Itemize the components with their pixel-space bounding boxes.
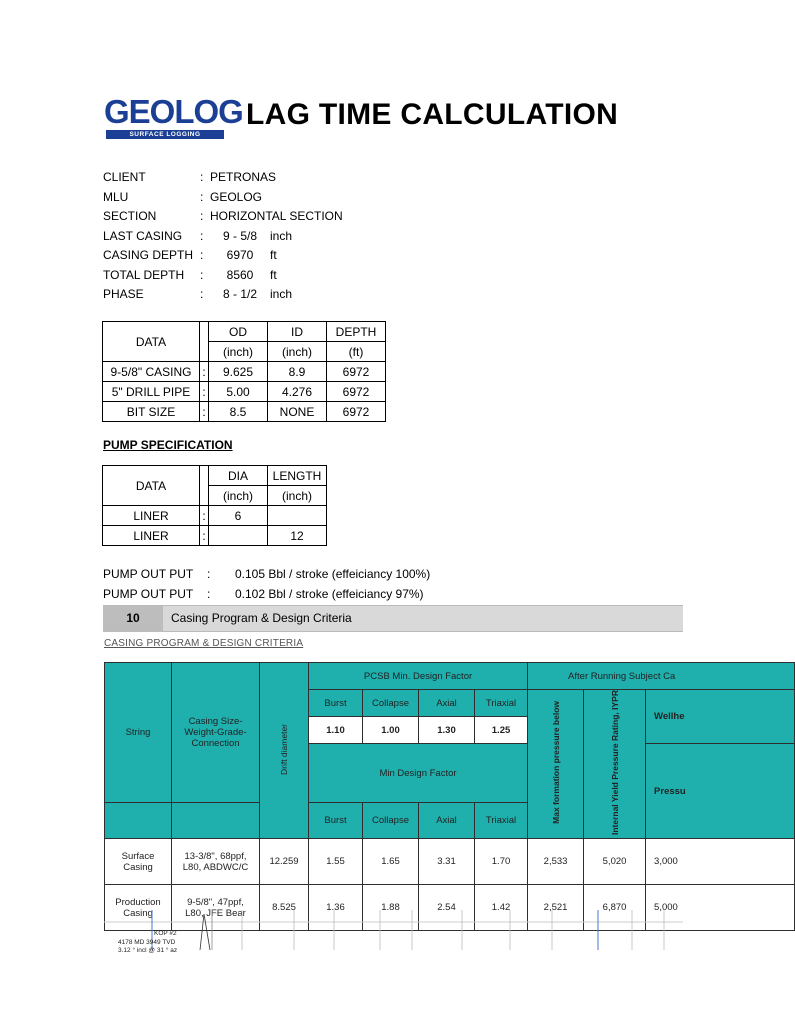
- header-max-formation: Max formation pressure below: [550, 701, 561, 824]
- header-casing-size: Casing Size- Weight-Grade- Connection: [172, 663, 260, 803]
- row-dia: 6: [209, 506, 268, 526]
- col-header-dia: DIA: [209, 466, 268, 486]
- header-internal-yield: Internal Yield Pressure Rating, IYPR: [609, 690, 620, 836]
- logo-wordmark: GEOLOG: [104, 93, 243, 130]
- pump-output: [103, 564, 430, 604]
- col-header-data: DATA: [103, 466, 200, 506]
- row-length: [268, 506, 327, 526]
- col-unit-id: (inch): [268, 342, 327, 362]
- table-row: BIT SIZE : 8.5 NONE 6972: [103, 402, 386, 422]
- pump-output-row: PUMP OUT PUT : 0.102 Bbl / stroke (effeiciancy 97%): [103, 584, 430, 604]
- header-string: String: [105, 663, 172, 803]
- table-row: LINER : 12: [103, 526, 327, 546]
- info-value: 8560: [226, 267, 254, 282]
- info-label: CLIENT: [103, 170, 146, 184]
- info-label: MLU: [103, 189, 129, 204]
- pcsb-collapse: 1.00: [363, 717, 419, 744]
- info-unit: ft: [270, 267, 277, 282]
- info-row-phase: PHASE : 8 - 1/2 inch: [103, 285, 343, 305]
- row-od: 9.625: [209, 362, 268, 382]
- geolog-logo: [104, 93, 243, 140]
- pump-output-value: 0.102 Bbl / stroke (effeiciancy 97%): [235, 587, 424, 601]
- pump-output-value: 0.105 Bbl / stroke (effeiciancy 100%): [235, 567, 431, 581]
- well-info: [103, 168, 343, 305]
- row-casing: 9-5/8", 47ppf, L80, JFE Bear: [172, 885, 260, 931]
- pump-spec-table: [102, 465, 327, 546]
- row-axial: 3.31: [419, 839, 475, 885]
- pcsb-axial: 1.30: [419, 717, 475, 744]
- row-max-formation: 2,533: [528, 839, 584, 885]
- row-length: 12: [268, 526, 327, 546]
- info-row-client: CLIENT : PETRONAS: [103, 168, 343, 188]
- pcsb-triaxial: 1.25: [475, 717, 528, 744]
- header-drift: Drift diameter: [279, 723, 289, 775]
- row-id: 4.276: [268, 382, 327, 402]
- logo-tagline: SURFACE LOGGING: [106, 130, 224, 139]
- col-unit-od: (inch): [209, 342, 268, 362]
- info-value: 8 - 1/2: [222, 287, 258, 301]
- col-header-od: OD: [209, 322, 268, 342]
- info-unit: ft: [270, 248, 277, 262]
- row-id: 8.9: [268, 362, 327, 382]
- row-wellhead: 5,000: [646, 885, 795, 931]
- row-string: Production Casing: [105, 885, 172, 931]
- section-title: Casing Program & Design Criteria: [171, 611, 352, 625]
- header-wellhead: Wellhe: [646, 690, 795, 744]
- row-drift: 8.525: [260, 885, 309, 931]
- row-triaxial: 1.70: [475, 839, 528, 885]
- row-dia: [209, 526, 268, 546]
- row-od: 8.5: [209, 402, 268, 422]
- table-row: LINER : 6: [103, 506, 327, 526]
- info-value: PETRONAS: [210, 170, 277, 184]
- row-burst: 1.36: [309, 885, 363, 931]
- header-collapse: Collapse: [363, 690, 419, 717]
- col-header-id: ID: [268, 322, 327, 342]
- row-depth: 6972: [327, 402, 386, 422]
- info-label: TOTAL DEPTH: [103, 267, 185, 282]
- pcsb-burst: 1.10: [309, 717, 363, 744]
- casing-program-table-wrap: [104, 662, 686, 919]
- row-axial: 2.54: [419, 885, 475, 931]
- header-axial-2: Axial: [419, 803, 475, 839]
- pump-output-row: PUMP OUT PUT : 0.105 Bbl / stroke (effeiciancy 100%): [103, 564, 430, 584]
- header-collapse-2: Collapse: [363, 803, 419, 839]
- table-row: 9-5/8" CASING : 9.625 8.9 6972: [103, 362, 386, 382]
- header-burst-2: Burst: [309, 803, 363, 839]
- row-name: BIT SIZE: [103, 402, 200, 422]
- row-depth: 6972: [327, 362, 386, 382]
- kop-depth-label: 4178 MD 3949 TVD: [118, 939, 176, 946]
- kop-incl-label: 3.12 ° incl @ 31 ° az: [118, 947, 178, 954]
- row-triaxial: 1.42: [475, 885, 528, 931]
- col-unit-depth: (ft): [327, 342, 386, 362]
- row-name: LINER: [103, 526, 200, 546]
- info-label: LAST CASING: [103, 228, 183, 243]
- table-row: [105, 839, 795, 885]
- info-value: GEOLOG: [210, 189, 263, 204]
- info-row-casing-depth: CASING DEPTH : 6970 ft: [103, 246, 343, 266]
- section-number: 10: [103, 606, 163, 631]
- info-value: 9 - 5/8: [222, 228, 258, 243]
- kop-label: KOP #2: [154, 930, 177, 937]
- row-depth: 6972: [327, 382, 386, 402]
- row-string: Surface Casing: [105, 839, 172, 885]
- info-unit: inch: [270, 287, 293, 301]
- col-header-length: LENGTH: [268, 466, 327, 486]
- header-triaxial: Triaxial: [475, 690, 528, 717]
- row-od: 5.00: [209, 382, 268, 402]
- casing-program-table: [104, 662, 795, 931]
- pump-spec-title: PUMP SPECIFICATION: [103, 438, 233, 452]
- row-iypr: 6,870: [584, 885, 646, 931]
- col-unit-length: (inch): [268, 486, 327, 506]
- info-row-total-depth: TOTAL DEPTH : 8560 ft: [103, 266, 343, 286]
- info-label: PHASE: [103, 287, 144, 301]
- row-wellhead: 3,000: [646, 839, 795, 885]
- header-burst: Burst: [309, 690, 363, 717]
- header-triaxial-2: Triaxial: [475, 803, 528, 839]
- info-value: 6970: [226, 248, 254, 262]
- table-row: 5" DRILL PIPE : 5.00 4.276 6972: [103, 382, 386, 402]
- row-collapse: 1.65: [363, 839, 419, 885]
- info-row-mlu: MLU : GEOLOG: [103, 188, 343, 208]
- row-name: 9-5/8" CASING: [103, 362, 200, 382]
- row-name: LINER: [103, 506, 200, 526]
- col-header-depth: DEPTH: [327, 322, 386, 342]
- header-min-design-factor: Min Design Factor: [309, 744, 528, 803]
- trajectory-sketch: [104, 910, 683, 954]
- header-axial: Axial: [419, 690, 475, 717]
- header-after-running: After Running Subject Ca: [528, 663, 795, 690]
- row-burst: 1.55: [309, 839, 363, 885]
- row-casing: 13-3/8", 68ppf, L80, ABDWC/C: [172, 839, 260, 885]
- pump-output-label: PUMP OUT PUT: [103, 567, 194, 581]
- row-max-formation: 2,521: [528, 885, 584, 931]
- header-pressure: Pressu: [646, 744, 795, 839]
- casing-program-header: [103, 605, 683, 632]
- col-header-data: DATA: [103, 322, 200, 362]
- row-drift: 12.259: [260, 839, 309, 885]
- info-row-section: SECTION : HORIZONTAL SECTION: [103, 207, 343, 227]
- document-title: LAG TIME CALCULATION: [246, 98, 619, 131]
- info-value: HORIZONTAL SECTION: [210, 209, 343, 223]
- row-name: 5" DRILL PIPE: [103, 382, 200, 402]
- casing-program-subtitle: CASING PROGRAM & DESIGN CRITERIA: [104, 638, 304, 649]
- col-unit-dia: (inch): [209, 486, 268, 506]
- info-row-last-casing: LAST CASING : 9 - 5/8 inch: [103, 227, 343, 247]
- info-label: CASING DEPTH: [103, 248, 194, 262]
- header-pcsb: PCSB Min. Design Factor: [309, 663, 528, 690]
- row-id: NONE: [268, 402, 327, 422]
- pipe-data-table: [102, 321, 386, 422]
- info-label: SECTION: [103, 209, 157, 223]
- info-unit: inch: [270, 228, 293, 243]
- row-collapse: 1.88: [363, 885, 419, 931]
- row-iypr: 5,020: [584, 839, 646, 885]
- pump-output-label: PUMP OUT PUT: [103, 587, 194, 601]
